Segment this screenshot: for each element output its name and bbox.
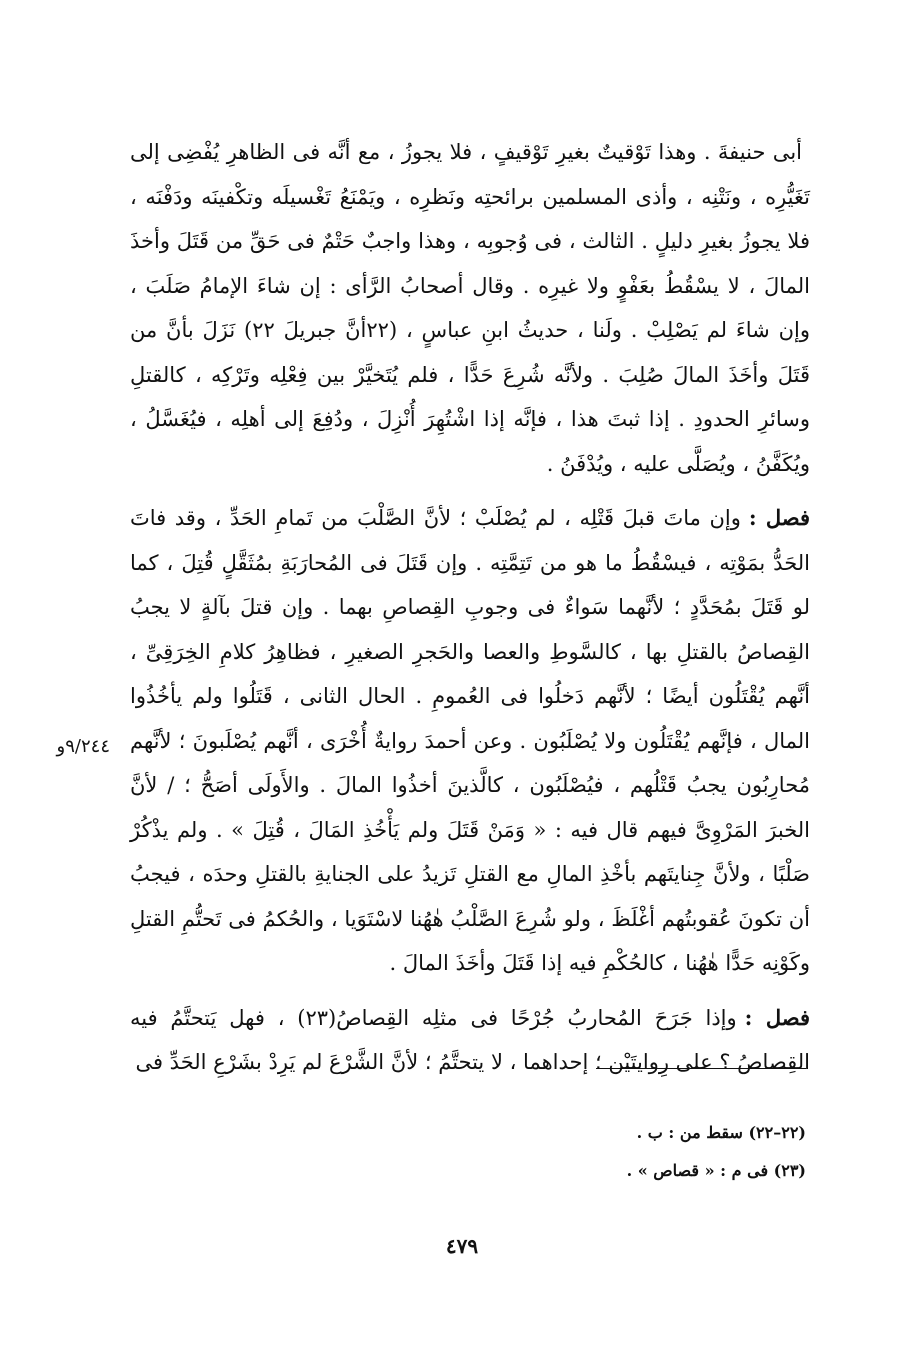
page-number: ٤٧٩ [445,1234,479,1258]
section-heading: فصل : [744,1004,811,1030]
paragraph [130,130,810,486]
paragraph [130,996,810,1085]
paragraph-text: وإذا جَرَحَ المُحاربُ جُرْحًا فى مثلِه القِصاصُ(٢٣) ، فهل يَتحتَّمُ فيه القِصاصُ ؟ على رِوايتَيْن ؛ إحداهما ، لا يتحتَّمُ ؛ لأنَّ الشَّرْعَ لم يَرِدْ بشَرْعِ الحَدِّ فى [130,1005,810,1074]
paragraph-text: وإن ماتَ قبلَ قَتْلِه ، لم يُصْلَبْ ؛ لأنَّ الصَّلْبَ من تَمامِ الحَدِّ ، وقد فاتَ الحَدُّ بمَوْتِه ، فيسْقُطُ ما هو من تَتِمَّتِه . وإن قَتَلَ فى المُحارَبَةِ بمُثَقَّلٍ قُتِلَ ، كما لو قَتَلَ بمُحَدَّدٍ ؛ لأنَّهما سَواءٌ فى وجوبِ القِصاصِ بهما . وإن قتلَ بآلةٍ لا يجبُ القِصاصُ بالقتلِ بها ، كالسَّوطِ والعصا والحَجرِ الصغيرِ ، فظاهِرُ كلامِ الخِرَقِىِّ ، أنَّهم يُقْتَلُون أيضًا ؛ لأنَّهم دَخلُوا فى العُمومِ . الحال الثانى ، قَتَلُوا ولم يأخُذُوا المال ، فإنَّهم يُقْتَلُون ولا يُصْلَبُون . وعن أحمدَ روايةٌ أُخْرَى ، أنَّهم يُصْلَبونَ ؛ لأنَّهم مُحارِبُون يجبُ قَتْلُهم ، فيُصْلَبُون ، كالَّذينَ أخذُوا المالَ . والأَولَى أصَحُّ ؛ / لأنَّ الخبرَ المَرْوِىَّ فيهم قال فيه : « وَمَنْ قَتَلَ ولم يَأْخُذِ المَالَ ، قُتِلَ » . ولم يذْكُرْ صَلْبًا ، ولأنَّ جِنايتَهم بأخْذِ المالِ مع القتلِ تَزيدُ على الجنايةِ بالقتلِ وحدَه ، فيجبُ أن تكونَ عُقوبتُهم أغْلَظَ ، ولو شُرِعَ الصَّلْبُ هٰهُنا لاسْتَوَيا ، والحُكمُ فى تَحتُّمِ القتلِ وكَوْنِه حَدًّا هٰهُنا ، كالحُكْمِ فيه إذا قَتَلَ وأخَذَ المالَ . [130,506,810,975]
paragraph [130,496,810,986]
footnote: (٢٢–٢٢) سقط من : ب . [636,1123,806,1142]
paragraph-text: أبى حنيفةَ . وهذا تَوْقيتٌ بغيرِ تَوْقيفٍ ، فلا يجوزُ ، مع أنَّه فى الظاهرِ يُفْضِى إلى تَغَيُّرِه ، ونَتْنِه ، وأذى المسلمين برائحتِه ونَظرِه ، ويَمْنَعُ تَغْسيلَه وتكْفينَه ودَفْنَه ، فلا يجوزُ بغيرِ دليلٍ . الثالث ، فى وُجوبِه ، وهذا واجبٌ حَتْمٌ فى حَقِّ من قَتَلَ وأخذَ المالَ ، لا يسْقُطُ بعَفْوٍ ولا غيرِه . وقال أصحابُ الرَّأى : إن شاءَ الإمامُ صَلَبَ ، وإن شاءَ لم يَصْلِبْ . ولَنا ، حديثُ ابنِ عباسٍ ، (٢٢أنَّ جبريلَ ٢٢) نَزَلَ بأنَّ من قَتَلَ وأخَذَ المالَ صُلِبَ . ولأنَّه شُرِعَ حَدًّا ، فلم يُتَخيَّرْ بين فِعْلِه وتَرْكِه ، كالقتلِ وسائرِ الحدودِ . إذا ثبتَ هذا ، فإنَّه إذا اشْتُهِرَ أُنْزِلَ ، ودُفِعَ إلى أهلِه ، فيُغَسَّلُ ، ويُكَفَّنُ ، ويُصَلَّى عليه ، ويُدْفَنُ . [130,140,810,476]
footnote-separator [596,1068,806,1069]
main-text [130,130,810,1095]
section-heading: فصل : [748,505,810,530]
footnote: (٢٣) فى م : « قصاص » . [626,1161,806,1180]
manuscript-folio-note: ٩/٢٤٤و [56,736,110,757]
footnotes [500,1114,806,1190]
